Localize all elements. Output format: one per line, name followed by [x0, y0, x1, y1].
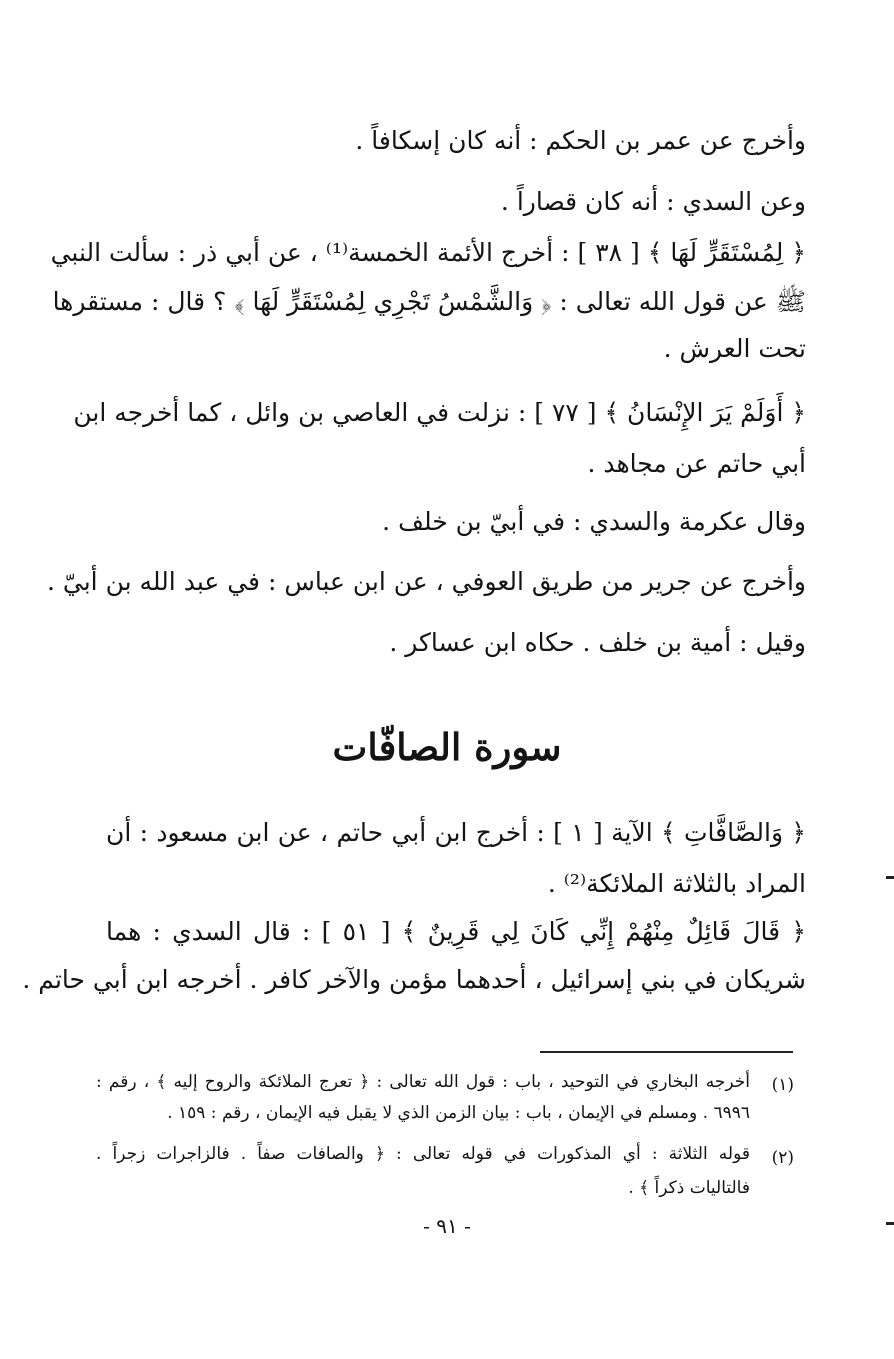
- surah-title: سورة الصافّات: [332, 725, 562, 769]
- body-line-9: وأخرج عن جرير من طريق العوفي ، عن ابن عباس : في عبد الله بن أبيّ .: [46, 567, 806, 596]
- body-line-13: ﴿ قَالَ قَائِلٌ مِنْهُمْ إِنِّي كَانَ لِي قَرِينٌ ﴾ [ ٥١ ] : قال السدي : هما: [106, 917, 806, 946]
- body-line-14: شريكان في بني إسرائيل ، أحدهما مؤمن والآخر كافر . أخرجه ابن أبي حاتم .: [22, 965, 806, 994]
- body-line-6: ﴿ أَوَلَمْ يَرَ الإِنْسَانُ ﴾ [ ٧٧ ] : نزلت في العاصي بن وائل ، كما أخرجه ابن: [73, 398, 806, 427]
- body-line-2: وعن السدي : أنه كان قصاراً .: [500, 187, 806, 216]
- body-line-12: المراد بالثلاثة الملائكة⁽²⁾ .: [547, 869, 806, 898]
- body-line-11: ﴿ وَالصَّافَّاتِ ﴾ الآية [ ١ ] : أخرج ابن أبي حاتم ، عن ابن مسعود : أن: [106, 818, 806, 847]
- footnote-1-number: (١): [771, 1075, 794, 1095]
- body-line-10: وقيل : أمية بن خلف . حكاه ابن عساكر .: [389, 628, 806, 657]
- body-line-3: ﴿ لِمُسْتَقَرٍّ لَهَا ﴾ [ ٣٨ ] : أخرج الأئمة الخمسة⁽¹⁾ ، عن أبي ذر : سألت النبي: [50, 238, 806, 267]
- footnote-2-line-1: قوله الثلاثة : أي المذكورات في قوله تعالى : ﴿ والصافات صفاً . فالزاجرات زجراً .: [96, 1144, 750, 1164]
- footnote-2-line-2: فالتاليات ذكراً ﴾ .: [628, 1178, 750, 1198]
- footnote-separator: [540, 1051, 793, 1053]
- scan-edge-mark: [886, 876, 894, 879]
- footnote-2-number: (٢): [771, 1148, 794, 1168]
- footnote-1-line-1: أخرجه البخاري في التوحيد ، باب : قول الله تعالى : ﴿ تعرج الملائكة والروح إليه ﴾ ، رقم :: [96, 1072, 750, 1092]
- footnote-1-line-2: ٦٩٩٦ . ومسلم في الإيمان ، باب : بيان الزمن الذي لا يقبل فيه الإيمان ، رقم : ١٥٩ .: [167, 1103, 750, 1123]
- body-line-1: وأخرج عن عمر بن الحكم : أنه كان إسكافاً .: [355, 126, 806, 155]
- page-number: - ٩١ -: [423, 1214, 471, 1238]
- body-line-5: تحت العرش .: [663, 334, 806, 363]
- body-line-8: وقال عكرمة والسدي : في أبيّ بن خلف .: [382, 507, 806, 536]
- scan-edge-mark: [886, 1222, 894, 1225]
- body-line-4: ﷺ عن قول الله تعالى : ﴿ وَالشَّمْسُ تَجْرِي لِمُسْتَقَرٍّ لَهَا ﴾ ؟ قال : مستقرها: [52, 287, 806, 316]
- body-line-7: أبي حاتم عن مجاهد .: [587, 449, 806, 478]
